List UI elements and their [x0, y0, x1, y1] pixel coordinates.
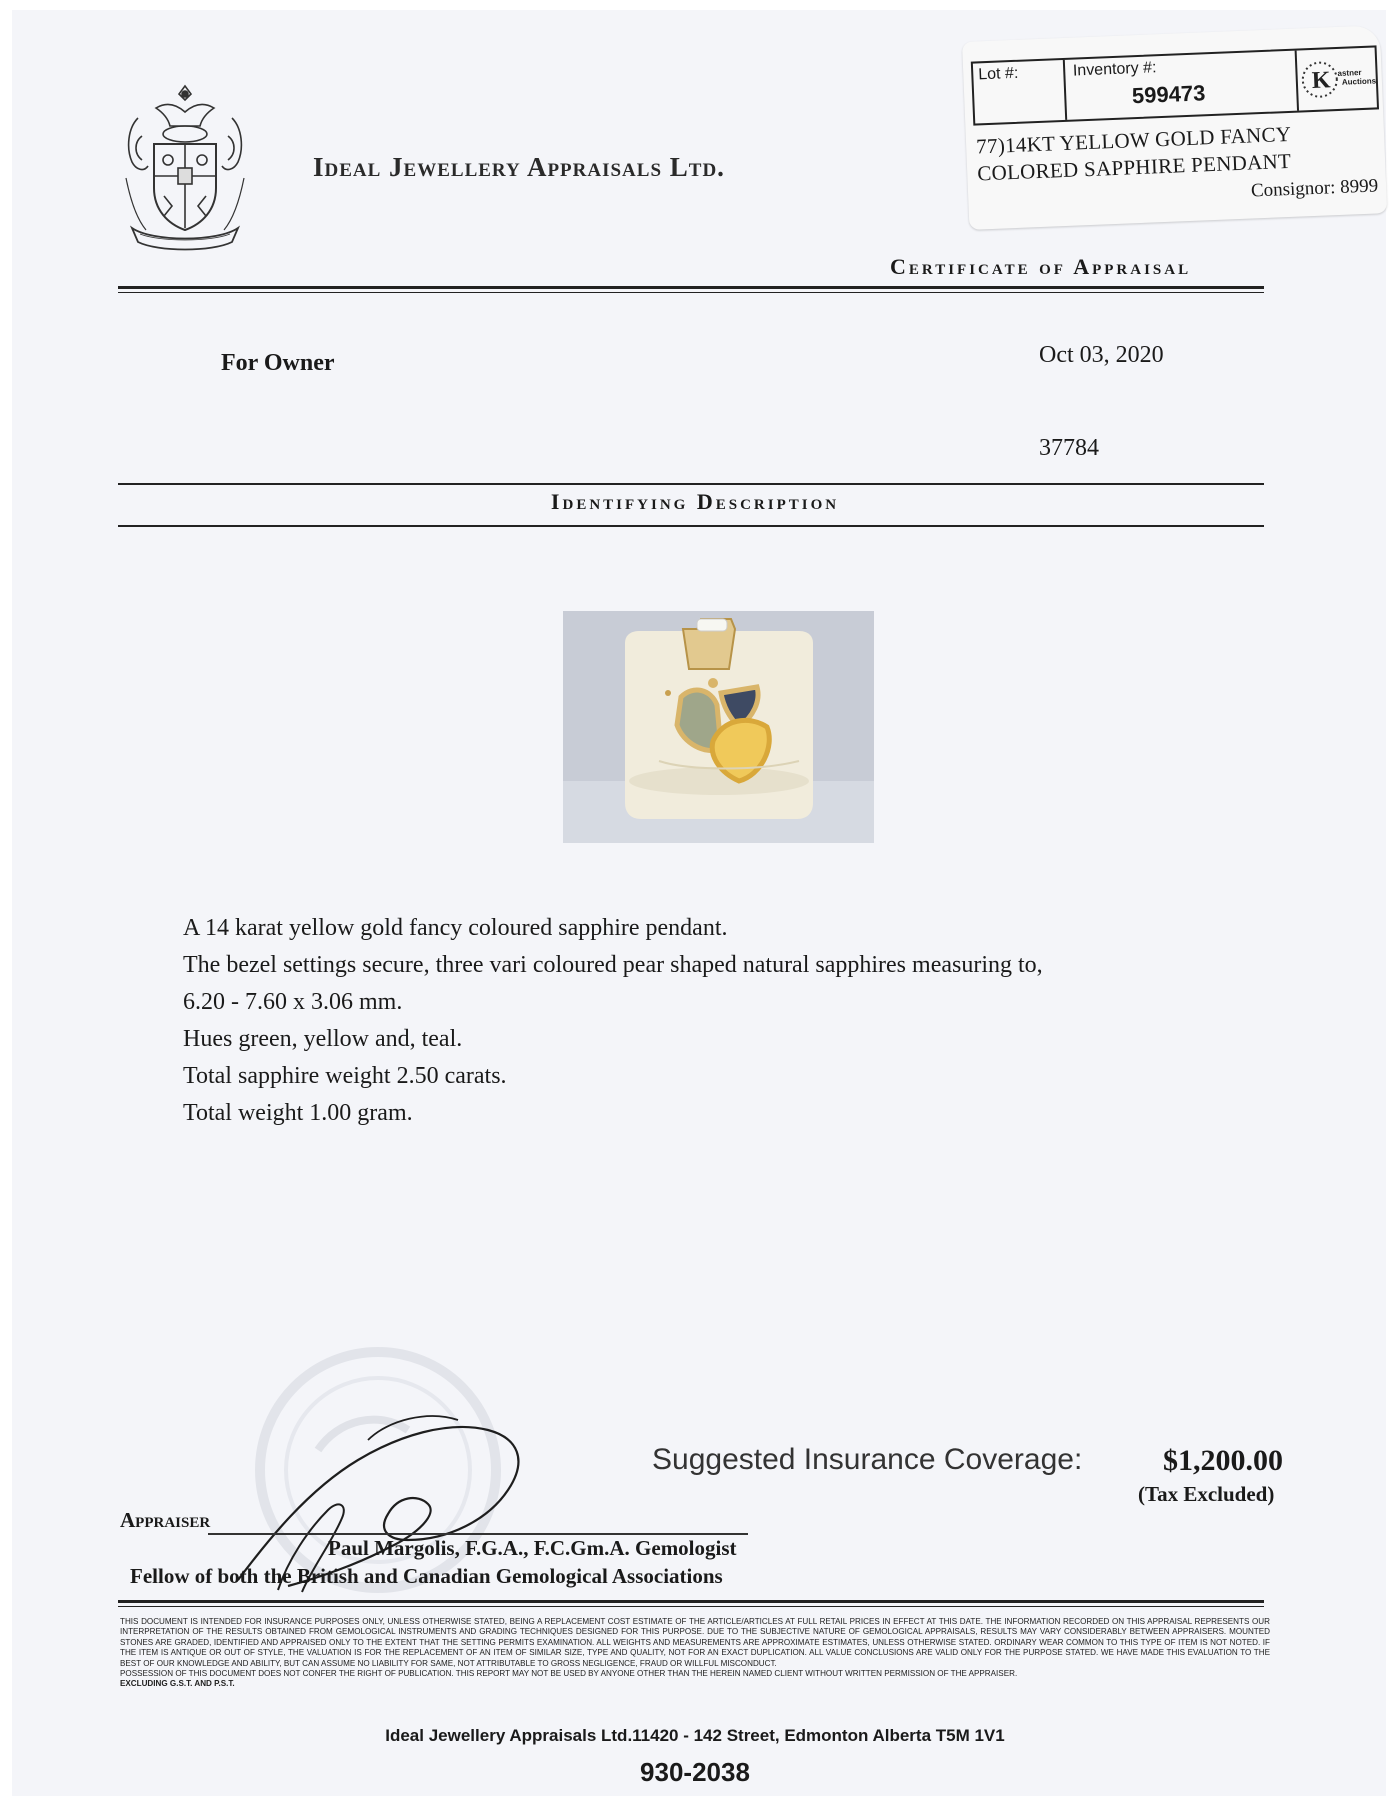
kastner-logo	[1297, 47, 1377, 110]
divider	[118, 483, 1264, 485]
disclaimer-text: THIS DOCUMENT IS INTENDED FOR INSURANCE PURPOSES ONLY, UNLESS OTHERWISE STATED, BEING A REPLACEMENT COST ESTIMATE OF THE ARTICLE/ARTICLES AT FULL RETAIL PRICES IN EFFECT AT THIS DATE. THE INFORMATION RECORDED ON THIS APPRAISAL REPRESENTS OUR INTERPRETATION OF THE RESULTS OBTAINED FROM GEMOLOGICAL INSTRUMENTS AND GRADING TECHNIQUES DESIGNED FOR THIS PURPOSE. DUE TO THE SUBJECTIVE NATURE OF GEMOLOGICAL APPRAISALS, RESULTS MAY VARY CONSIDERABLY BETWEEN APPRAISERS. MOUNTED STONES ARE GRADED, IDENTIFIED AND APPRAISED ONLY TO THE EXTENT THAT THE SETTING PERMITS EXAMINATION. ALL WEIGHTS AND MEASUREMENTS ARE APPROXIMATE ESTIMATES, UNLESS OTHERWISE STATED. ORDINARY WEAR COMMON TO THIS TYPE OF ITEM IS NOT NOTED. IF THE ITEM IS ANTIQUE OR OUT OF STYLE, THE VALUATION IS FOR THE REPLACEMENT OF AN ITEM OF SIMILAR SIZE, TYPE AND QUALITY, NOT FOR AN EXACT DUPLICATION. ALL VALUE CONCLUSIONS ARE VALID ONLY FOR THE PURPOSE STATED. WE HAVE MADE THIS EVALUATION TO THE BEST OF OUR KNOWLEDGE AND ABILITY, BUT CAN ASSUME NO LIABILITY FOR SAME, NOT ATTRIBUTABLE TO GROSS NEGLIGENCE, FRAUD OR WILLFUL MISCONDUCT.	[120, 1617, 1270, 1668]
divider	[118, 292, 1264, 293]
sticker-title-line-1: 77)14KT YELLOW GOLD FANCY	[975, 121, 1292, 159]
description-line: 6.20 - 7.60 x 3.06 mm.	[183, 989, 403, 1015]
kastner-logo-icon	[1297, 52, 1377, 105]
appraiser-label: Appraiser	[120, 1508, 211, 1532]
company-phone: 930-2038	[640, 1757, 750, 1787]
inventory-label: Inventory #:	[1072, 59, 1157, 80]
pendant-photo	[563, 611, 874, 843]
svg-text:astner: astner	[1337, 67, 1362, 78]
insurance-label: Suggested Insurance Coverage:	[652, 1443, 1083, 1476]
divider	[118, 1606, 1264, 1607]
reference-number: 37784	[1039, 435, 1099, 461]
insurance-value: $1,200.00	[1163, 1444, 1283, 1477]
sticker-item-title	[976, 121, 1293, 188]
description-line: Total weight 1.00 gram.	[183, 1100, 413, 1126]
signature-line	[208, 1533, 748, 1535]
lot-label: Lot #:	[973, 60, 1067, 124]
appraiser-name: Paul Margolis, F.G.A., F.C.Gm.A. Gemologist	[328, 1536, 737, 1560]
divider	[118, 286, 1264, 289]
inventory-cell	[1064, 51, 1299, 120]
consignor: Consignor: 8999	[1250, 175, 1379, 202]
disclaimer-exclusion: EXCLUDING G.S.T. AND P.S.T.	[120, 1679, 235, 1689]
crest-emblem	[118, 78, 252, 258]
auction-sticker	[962, 25, 1387, 230]
item-description	[183, 910, 1043, 1132]
svg-text:K: K	[1311, 67, 1332, 94]
description-line: The bezel settings secure, three vari coloured pear shaped natural sapphires measuring to,	[183, 952, 1043, 978]
company-name: Ideal Jewellery Appraisals Ltd.	[313, 152, 725, 182]
section-heading: Identifying Description	[550, 489, 840, 514]
svg-text:Auctions: Auctions	[1341, 76, 1377, 87]
description-line: Total sapphire weight 2.50 carats.	[183, 1063, 507, 1089]
sticker-table	[971, 45, 1379, 125]
company-address: Ideal Jewellery Appraisals Ltd.11420 - 142 Street, Edmonton Alberta T5M 1V1	[385, 1726, 1005, 1745]
divider	[118, 1600, 1264, 1603]
description-line: A 14 karat yellow gold fancy coloured sapphire pendant.	[183, 915, 728, 941]
appraisal-date: Oct 03, 2020	[1039, 342, 1164, 368]
appraiser-fellowship: Fellow of both the British and Canadian Gemological Associations	[130, 1564, 723, 1588]
divider	[118, 525, 1264, 527]
disclaimer-possession: POSSESSION OF THIS DOCUMENT DOES NOT CONFER THE RIGHT OF PUBLICATION. THIS REPORT MAY NOT BE USED BY ANYONE OTHER THAN THE HEREIN NAMED CLIENT WITHOUT WRITTEN PERMISSION OF THE APPRAISER.	[120, 1669, 1018, 1679]
tax-note: (Tax Excluded)	[1138, 1482, 1275, 1506]
description-line: Hues green, yellow and, teal.	[183, 1026, 463, 1052]
owner-label: For Owner	[221, 350, 335, 376]
sticker-title-line-2: COLORED SAPPHIRE PENDANT	[976, 148, 1292, 186]
disclaimer	[120, 1617, 1270, 1690]
inventory-number: 599473	[1131, 80, 1206, 109]
certificate-title: Certificate of Appraisal	[890, 254, 1192, 279]
